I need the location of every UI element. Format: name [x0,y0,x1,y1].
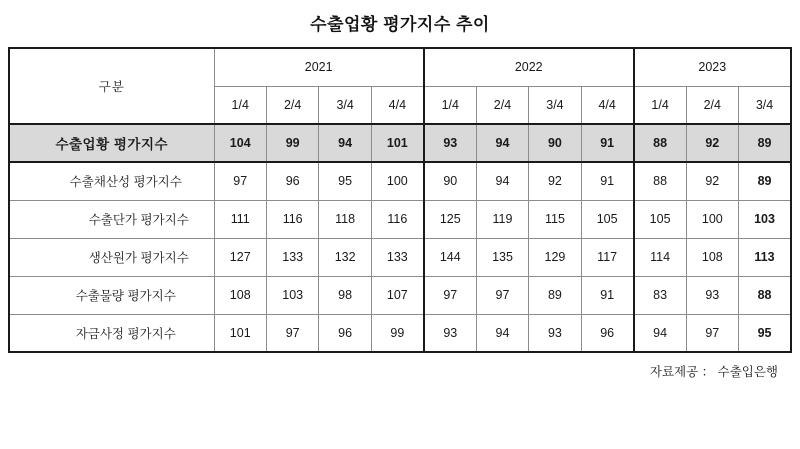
table-cell: 113 [739,238,791,276]
table-cell: 107 [371,276,423,314]
column-header-gubun: 구분 [9,48,214,124]
column-header-quarter-2022-4-4: 4/4 [581,86,633,124]
table-cell: 88 [739,276,791,314]
table-cell: 98 [319,276,371,314]
table-cell: 93 [424,314,476,352]
table-cell: 91 [581,124,633,162]
table-cell: 115 [529,200,581,238]
row-label: 수출물량 평가지수 [9,276,214,314]
column-header-year-2023: 2023 [634,48,791,86]
table-cell: 93 [529,314,581,352]
table-cell: 88 [634,124,686,162]
table-cell: 127 [214,238,266,276]
row-label: 생산원가 평가지수 [9,238,214,276]
table-cell: 104 [214,124,266,162]
table-cell: 97 [424,276,476,314]
table-cell: 90 [424,162,476,200]
table-cell: 100 [371,162,423,200]
table-cell: 94 [476,124,528,162]
table-cell: 89 [739,162,791,200]
table-cell: 111 [214,200,266,238]
table-cell: 97 [266,314,318,352]
table-row [9,276,791,314]
table-cell: 105 [634,200,686,238]
column-header-quarter-2023-1-4: 1/4 [634,86,686,124]
table-cell: 105 [581,200,633,238]
column-header-quarter-2021-4-4: 4/4 [371,86,423,124]
table-cell: 91 [581,162,633,200]
table-header [9,48,791,124]
row-label: 수출업황 평가지수 [9,124,214,162]
table-cell: 117 [581,238,633,276]
column-header-year-2022: 2022 [424,48,634,86]
table-cell: 88 [634,162,686,200]
table-cell: 89 [739,124,791,162]
table-cell: 114 [634,238,686,276]
table-cell: 125 [424,200,476,238]
column-header-quarter-2022-1-4: 1/4 [424,86,476,124]
table-cell: 103 [266,276,318,314]
table-cell: 118 [319,200,371,238]
table-cell: 116 [266,200,318,238]
table-cell: 89 [529,276,581,314]
table-cell: 97 [214,162,266,200]
table-row [9,162,791,200]
table-cell: 133 [371,238,423,276]
page-title: 수출업황 평가지수 추이 [310,15,490,34]
row-label: 수출채산성 평가지수 [9,162,214,200]
table-cell: 132 [319,238,371,276]
table-cell: 96 [581,314,633,352]
table-cell: 95 [319,162,371,200]
table-body [9,124,791,352]
column-header-quarter-2023-3-4: 3/4 [739,86,791,124]
table-cell: 94 [476,314,528,352]
table-cell: 95 [739,314,791,352]
table-cell: 93 [686,276,738,314]
table-cell: 83 [634,276,686,314]
table-cell: 108 [686,238,738,276]
table-cell: 99 [266,124,318,162]
row-label: 자금사정 평가지수 [9,314,214,352]
export-index-table [8,47,792,353]
table-cell: 103 [739,200,791,238]
column-header-quarter-2022-2-4: 2/4 [476,86,528,124]
table-cell: 100 [686,200,738,238]
table-cell: 96 [319,314,371,352]
table-row [9,314,791,352]
source-note: 자료제공 ： 수출입은행 [649,365,778,379]
table-row [9,124,791,162]
table-cell: 96 [266,162,318,200]
row-label: 수출단가 평가지수 [9,200,214,238]
table-cell: 94 [319,124,371,162]
table-cell: 91 [581,276,633,314]
column-header-quarter-2023-2-4: 2/4 [686,86,738,124]
table-cell: 94 [634,314,686,352]
column-header-quarter-2021-1-4: 1/4 [214,86,266,124]
header-year-row [9,48,791,86]
column-header-quarter-2021-2-4: 2/4 [266,86,318,124]
table-cell: 92 [686,162,738,200]
document-page [0,10,800,449]
column-header-year-2021: 2021 [214,48,424,86]
table-cell: 90 [529,124,581,162]
table-cell: 129 [529,238,581,276]
column-header-quarter-2022-3-4: 3/4 [529,86,581,124]
table-cell: 92 [529,162,581,200]
table-row [9,238,791,276]
table-cell: 97 [686,314,738,352]
table-cell: 101 [371,124,423,162]
table-cell: 108 [214,276,266,314]
table-cell: 92 [686,124,738,162]
table-cell: 119 [476,200,528,238]
column-header-quarter-2021-3-4: 3/4 [319,86,371,124]
table-row [9,200,791,238]
table-cell: 116 [371,200,423,238]
table-cell: 94 [476,162,528,200]
table-cell: 93 [424,124,476,162]
table-cell: 101 [214,314,266,352]
table-cell: 133 [266,238,318,276]
table-cell: 144 [424,238,476,276]
table-cell: 99 [371,314,423,352]
table-cell: 97 [476,276,528,314]
table-cell: 135 [476,238,528,276]
